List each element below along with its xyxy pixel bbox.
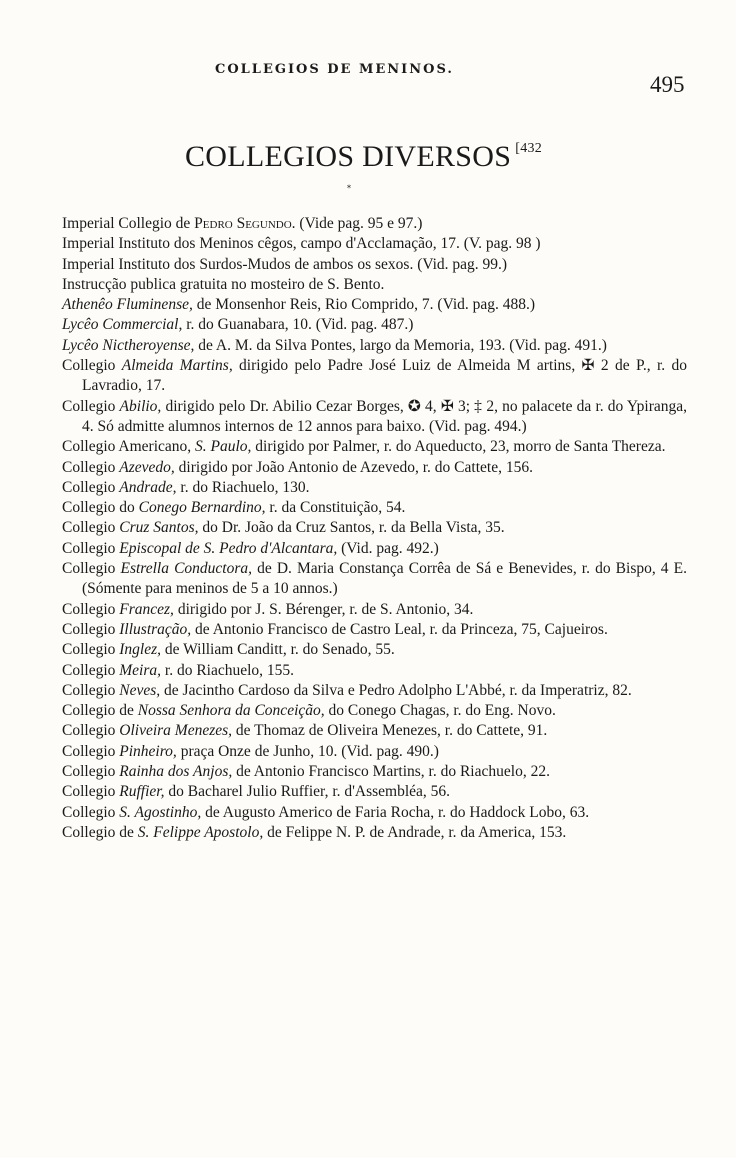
section-title (185, 140, 542, 174)
section-title-text: COLLEGIOS DIVERSOS (185, 140, 512, 173)
section-mark: * (347, 184, 351, 193)
list-item: Imperial Instituto dos Meninos cêgos, campo d'Acclamação, 17. (V. pag. 98 ) (62, 235, 541, 253)
list-item: Collegio Estrella Conductora, de D. Maria Constança Corrêa de Sá e Benevides, r. do Bispo, 4 E. (Sómente para meninos de 5 a 10 annos.) (62, 560, 687, 598)
list-item: Collegio de S. Felippe Apostolo, de Felippe N. P. de Andrade, r. da America, 153. (62, 823, 567, 841)
list-item: Collegio Francez, dirigido por J. S. Bérenger, r. de S. Antonio, 34. (62, 600, 474, 618)
list-item: Collegio Neves, de Jacintho Cardoso da Silva e Pedro Adolpho L'Abbé, r. da Imperatriz, 82. (62, 681, 632, 699)
list-item: Lycêo Nictheroyense, de A. M. da Silva Pontes, largo da Memoria, 193. (Vid. pag. 491.) (62, 336, 607, 354)
list-item: Instrucção publica gratuita no mosteiro de S. Bento. (62, 275, 385, 293)
section-ref: [432 (515, 141, 543, 156)
list-item: Imperial Instituto dos Surdos-Mudos de ambos os sexos. (Vid. pag. 99.) (62, 255, 508, 273)
list-item: Collegio Inglez, de William Canditt, r. do Senado, 55. (62, 641, 395, 659)
list-item: Collegio Oliveira Menezes, de Thomaz de Oliveira Menezes, r. do Cattete, 91. (62, 722, 548, 740)
list-item: Collegio do Conego Bernardino, r. da Constituição, 54. (62, 499, 406, 517)
list-item: Collegio Rainha dos Anjos, de Antonio Francisco Martins, r. do Riachuelo, 22. (62, 763, 550, 781)
list-item: Collegio S. Agostinho, de Augusto Americo de Faria Rocha, r. do Haddock Lobo, 63. (62, 803, 590, 821)
page-number: 495 (650, 72, 685, 97)
list-item: Collegio Cruz Santos, do Dr. João da Cruz Santos, r. da Bella Vista, 35. (62, 519, 505, 537)
list-item: Collegio de Nossa Senhora da Conceição, do Conego Chagas, r. do Eng. Novo. (62, 702, 556, 720)
running-head: COLLEGIOS DE MENINOS. (215, 62, 454, 77)
list-item: Collegio Almeida Martins, dirigido pelo Padre José Luiz de Almeida M artins, ✠ 2 de P., r. do Lavradio, 17. (62, 357, 687, 395)
list-item: Lycêo Commercial, r. do Guanabara, 10. (Vid. pag. 487.) (62, 316, 414, 334)
list-item: Athenêo Fluminense, de Monsenhor Reis, Rio Comprido, 7. (Vid. pag. 488.) (62, 296, 536, 314)
entry-list (62, 214, 687, 843)
list-item: Collegio Abilio, dirigido pelo Dr. Abilio Cezar Borges, ✪ 4, ✠ 3; ‡ 2, no palacete da r. do Ypiranga, 4. Só admitte alumnos internos de 12 annos para baixo. (Vid. pag. 494.) (62, 397, 687, 435)
list-item: Collegio Ruffier, do Bacharel Julio Ruffier, r. d'Assembléa, 56. (62, 783, 451, 801)
list-item: Collegio Andrade, r. do Riachuelo, 130. (62, 478, 310, 496)
list-item: Collegio Meira, r. do Riachuelo, 155. (62, 661, 295, 679)
list-item: Collegio Americano, S. Paulo, dirigido por Palmer, r. do Aqueducto, 23, morro de Santa Thereza. (62, 438, 666, 456)
list-item: Collegio Illustração, de Antonio Francisco de Castro Leal, r. da Princeza, 75, Cajueiros. (62, 620, 608, 638)
list-item: Collegio Episcopal de S. Pedro d'Alcantara, (Vid. pag. 492.) (62, 539, 439, 557)
list-item: Imperial Collegio de Pedro Segundo. (Vide pag. 95 e 97.) (62, 215, 423, 232)
list-item: Collegio Pinheiro, praça Onze de Junho, 10. (Vid. pag. 490.) (62, 742, 439, 760)
list-item: Collegio Azevedo, dirigido por João Antonio de Azevedo, r. do Cattete, 156. (62, 458, 533, 476)
